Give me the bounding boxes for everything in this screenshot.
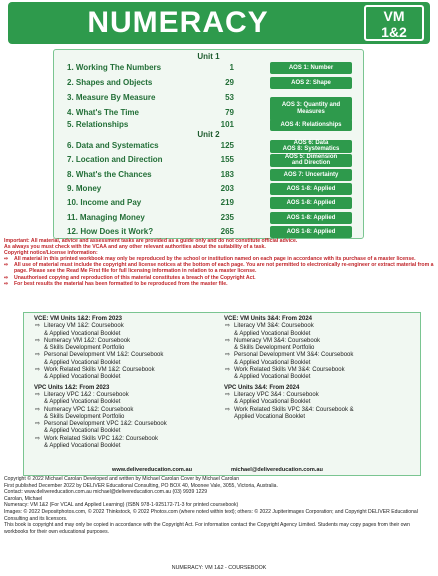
toc-row[interactable] [54,168,363,182]
arrow-icon: ⇨ [225,367,231,374]
arrow-icon: ⇨ [225,391,231,398]
units-list-item: ⇨ Literacy VM 3&4: Coursebook [225,323,314,330]
website-link[interactable]: www.delivereducation.com.au [112,467,192,473]
toc-chapter-name: 3. Measure By Measure [67,93,156,102]
units-heading: VPC Units 3&4: From 2024 [224,384,300,391]
toc-row[interactable] [54,182,363,196]
units-list-item-cont: & Skills Development Portfolio [44,345,125,352]
toc-page-number: 53 [225,93,234,102]
toc-chapter-name: 5. Relationships [67,120,129,129]
units-list-item-cont: & Applied Vocational Booklet [44,359,121,366]
toc-row[interactable] [54,118,363,132]
units-list-item: ⇨ Numeracy VM 3&4: Coursebook [225,337,321,344]
toc-chapter-name: 8. What's the Chances [67,169,152,179]
arrow-icon: ⇨ [35,435,41,442]
toc-chapter-name: 10. Income and Pay [67,198,142,208]
copyright-line: First published December 2022 by DELIVER Educational Consulting, PO BOX 40, Moonee Vale, 3055, Victoria, Australia. [4,482,278,489]
toc-page-number: 79 [225,108,234,117]
license-item: ⇨ Unauthorised copying and reproduction of this material constitutes a breach of the Copyright Act. [4,274,256,281]
units-list-item-cont: & Applied Vocational Booklet [44,428,121,435]
toc-page-number: 1 [229,63,234,72]
badge-line1: VM [383,8,405,24]
units-list-item-cont: & Applied Vocational Booklet [234,374,311,381]
aos-badge-line: AOS 6: Data [293,140,329,146]
toc-page-number: 125 [220,141,234,150]
units-list-item-cont: & Applied Vocational Booklet [44,443,121,450]
toc-chapter-name: 2. Shapes and Objects [67,78,153,87]
arrow-icon: ⇨ [35,421,41,428]
toc-row[interactable] [54,153,363,167]
toc-row[interactable] [54,225,363,239]
units-list-item: ⇨ Literacy VPC 1&2 : Coursebook [35,391,129,398]
arrow-icon: ⇨ [35,352,41,359]
aos-badge: AOS 4: Relationships [270,119,352,131]
toc-row[interactable] [54,61,363,75]
units-list-item: ⇨ Work Related Skills VM 1&2: Coursebook [35,367,155,374]
copyright-line: This book is copyright and may only be copied in accordance with the Copyright Act. For information contact the Copyright Agency Limited. Students may copy pages from their own workbooks for their own educational purposes. [4,522,411,535]
units-list-item: ⇨ Personal Development VPC 1&2: Coursebook [35,421,167,428]
arrow-icon: ⇨ [225,352,231,359]
aos-badge [270,140,352,153]
units-list-box [23,312,421,476]
aos-badge-line: and Direction [291,160,331,167]
unit1-label: Unit 1 [197,52,220,61]
units-list-item-cont: & Applied Vocational Booklet [44,399,121,406]
aos-badge [270,154,352,167]
copyright-line: Carolan, Michael [4,495,43,502]
units-list-item-cont: & Skills Development Portfolio [44,413,125,420]
arrow-icon: ⇨ [4,280,9,287]
copyright-line: Images: © 2022 Depositphotos.com, © 2022 Thinkstock, © 2022 Photos.com (where noted within text); others: © 2022 Jupiterimages Corporation; and Copyright DELIVER Educational Consulting and its licensors. [4,508,418,522]
header-banner [8,2,430,44]
arrow-icon: ⇨ [35,323,41,330]
units-list-item: ⇨ Work Related Skills VM 3&4: Coursebook [225,367,345,374]
arrow-icon: ⇨ [4,274,9,281]
units-list-item: ⇨ Personal Development VM 1&2: Coursebook [35,352,164,359]
aos-badge-line: AOS 8: Systematics [282,146,340,152]
copyright-line: Numeracy: VM 1&2 (For VCAL and Applied Learning) (ISBN 978-1-925172-71-3 for printed coursebook) [4,502,239,509]
units-heading: VPC Units 1&2: From 2023 [34,384,110,391]
aos-badge: AOS 2: Shape [270,77,352,89]
toc-chapter-name: 11. Managing Money [67,212,145,222]
toc-page-number: 29 [225,78,234,87]
units-list-item: ⇨ Numeracy VPC 1&2: Coursebook [35,406,134,413]
toc-chapter-name: 12. How Does it Work? [67,226,154,236]
units-list-item-cont: & Applied Vocational Booklet [234,399,311,406]
toc-chapter-name: 9. Money [67,183,102,193]
units-list-item-cont: & Applied Vocational Booklet [44,374,121,381]
units-heading: VCE: VM Units 3&4: From 2024 [224,316,313,322]
toc-row[interactable] [54,139,363,153]
aos-badge: AOS 3: Quantity and Measures [270,97,352,121]
toc-row[interactable] [54,196,363,210]
check-notice: As always you must check with the VCAA and any other relevant authorities about the suitability of a task. [4,244,266,251]
toc-page-number: 235 [220,212,234,222]
units-list-item: ⇨ Literacy VPC 3&4 : Coursebook [225,391,319,398]
arrow-icon: ⇨ [35,367,41,374]
arrow-icon: ⇨ [35,406,41,413]
arrow-icon: ⇨ [35,337,41,344]
toc-chapter-name: 1. Working The Numbers [67,63,162,72]
toc-page-number: 155 [220,155,234,165]
toc-row[interactable] [54,76,363,90]
toc-chapter-name: 4. What's The Time [67,108,139,117]
toc-chapter-name: 7. Location and Direction [67,155,163,165]
units-list-item-cont: & Applied Vocational Booklet [234,330,311,337]
toc-chapter-name: 6. Data and Systematics [67,141,159,150]
copyright-block [4,476,434,535]
aos-badge: AOS 1-8: Applied [270,226,352,238]
toc-page-number: 203 [220,183,234,193]
license-item: ⇨ All use of material must include the copyright and license notices at the bottom of each page. You are not permitted to electronically re-engineer or extract material from a page. Please see the Read Me First file for full licensing information in relation to a master license. [4,262,434,275]
toc-page-number: 265 [220,226,234,236]
important-notice: Important: All material, advice and assessment tasks are provided as a guide only and do not constitute official advice. [4,238,298,244]
units-list-item-cont: & Skills Development Portfolio [234,345,315,352]
license-item: ⇨ All material in this printed workbook may only be reproduced by the school or institution named on each page in accordance with its purchase of a master license. [4,256,416,263]
copyright-line: Copyright © 2022 Michael Carolan Developed and written by Michael Carolan Cover by Michael Carolan [4,476,240,482]
page-footer: NUMERACY: VM 1&2 - COURSEBOOK [171,565,267,571]
table-of-contents [53,49,364,239]
units-list-item: ⇨ Personal Development VM 3&4: Coursebook [225,352,354,359]
toc-page-number: 183 [220,169,234,179]
copyright-line: Contact: www.delivereducation.com.au michael@delivereducation.com.au (03) 9939 1229 [4,489,208,496]
license-item: ⇨ For best results the material has been formatted to be reproduced from the master file. [4,280,228,287]
aos-badge: AOS 7: Uncertainty [270,169,352,181]
units-list-item-cont: & Applied Vocational Booklet [44,330,121,337]
units-list-item-cont: & Applied Vocational Booklet [234,359,311,366]
unit2-label: Unit 2 [197,130,220,139]
arrow-icon: ⇨ [225,323,231,330]
arrow-icon: ⇨ [225,337,231,344]
aos-badge: AOS 1: Number [270,62,352,74]
level-badge [364,5,424,41]
page-title: NUMERACY [87,6,269,39]
aos-badge: AOS 1-8: Applied [270,212,352,224]
toc-row[interactable] [54,211,363,225]
units-left-column [34,316,224,450]
arrow-icon: ⇨ [35,391,41,398]
units-list-item-cont: Applied Vocational Booklet [234,413,306,420]
aos-badge: AOS 1-8: Applied [270,183,352,195]
arrow-icon: ⇨ [225,406,231,413]
arrow-icon: ⇨ [4,262,9,269]
copyright-notice-title: Copyright notice/License information: [4,250,98,257]
units-list-item: ⇨ Numeracy VM 1&2: Coursebook [35,337,131,344]
aos-badge-line: AOS 5: Dimension [284,154,338,161]
toc-page-number: 101 [220,120,234,129]
aos-badge: AOS 1-8: Applied [270,197,352,209]
units-right-column [224,316,414,421]
units-heading: VCE: VM Units 1&2: From 2023 [34,316,123,322]
units-list-item: ⇨ Literacy VM 1&2: Coursebook [35,323,124,330]
arrow-icon: ⇨ [4,256,9,263]
units-list-item: ⇨ Work Related Skills VPC 1&2: Coursebook [35,435,158,442]
legal-notice [4,238,436,287]
units-list-item: ⇨ Work Related Skills VPC 3&4: Coursebook & [225,406,354,413]
toc-page-number: 219 [220,198,234,208]
badge-line2: 1&2 [381,24,407,40]
email-link[interactable]: michael@delivereducation.com.au [231,467,323,473]
